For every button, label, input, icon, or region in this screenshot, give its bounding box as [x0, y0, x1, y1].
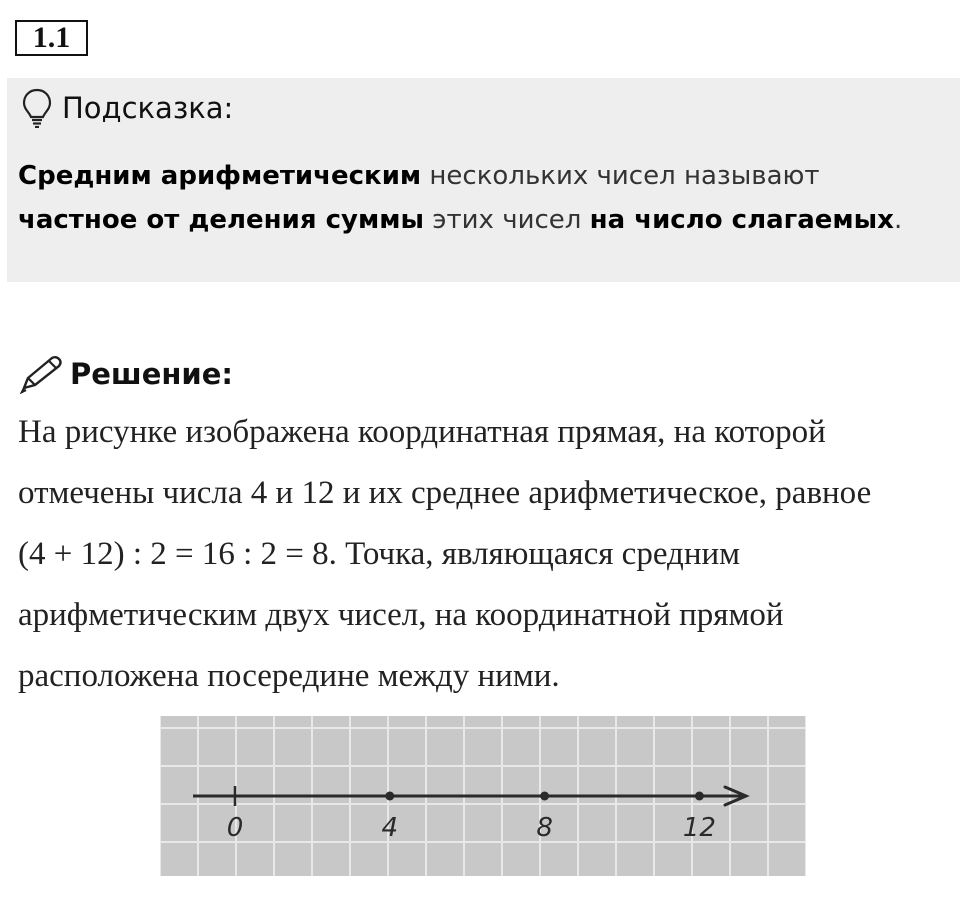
hint-segment: этих чисел [423, 205, 590, 235]
hint-segment: на число слагаемых [589, 205, 894, 235]
task-number: 1.1 [15, 20, 88, 56]
solution-title [18, 352, 233, 396]
hint-title [22, 86, 233, 130]
lightbulb-icon [22, 88, 52, 128]
solution-line: арифметическим двух чисел, на координатной прямой [18, 597, 784, 633]
solution-line: расположена посередине между ними. [18, 658, 560, 694]
tick-label: 8 [536, 813, 553, 843]
tick-label: 4 [381, 813, 399, 843]
hint-segment: . [893, 205, 903, 235]
tick-label: 0 [226, 813, 244, 843]
solution-line: На рисунке изображена координатная прямая, на которой [18, 414, 826, 450]
number-line-drawing [160, 716, 806, 876]
hint-segment: Средним арифметическим [18, 161, 422, 191]
solution-line: (4 + 12) : 2 = 16 : 2 = 8. Точка, являющаяся средним [18, 536, 741, 572]
hint-segment: частное от деления суммы [18, 205, 424, 235]
pencil-icon [18, 354, 64, 394]
hint-title-label: Подсказка: [62, 91, 234, 125]
hint-segment: нескольких чисел называют [421, 161, 820, 191]
solution-text [18, 402, 953, 707]
point-mark [385, 792, 394, 801]
solution-title-label: Решение: [70, 357, 234, 391]
hint-definition [18, 154, 948, 242]
tick-label: 12 [682, 813, 716, 843]
point-mark [695, 792, 704, 801]
solution-line: отмечены числа 4 и 12 и их среднее арифметическое, равное [18, 475, 872, 511]
point-mark [540, 792, 549, 801]
number-line-figure [160, 716, 806, 876]
